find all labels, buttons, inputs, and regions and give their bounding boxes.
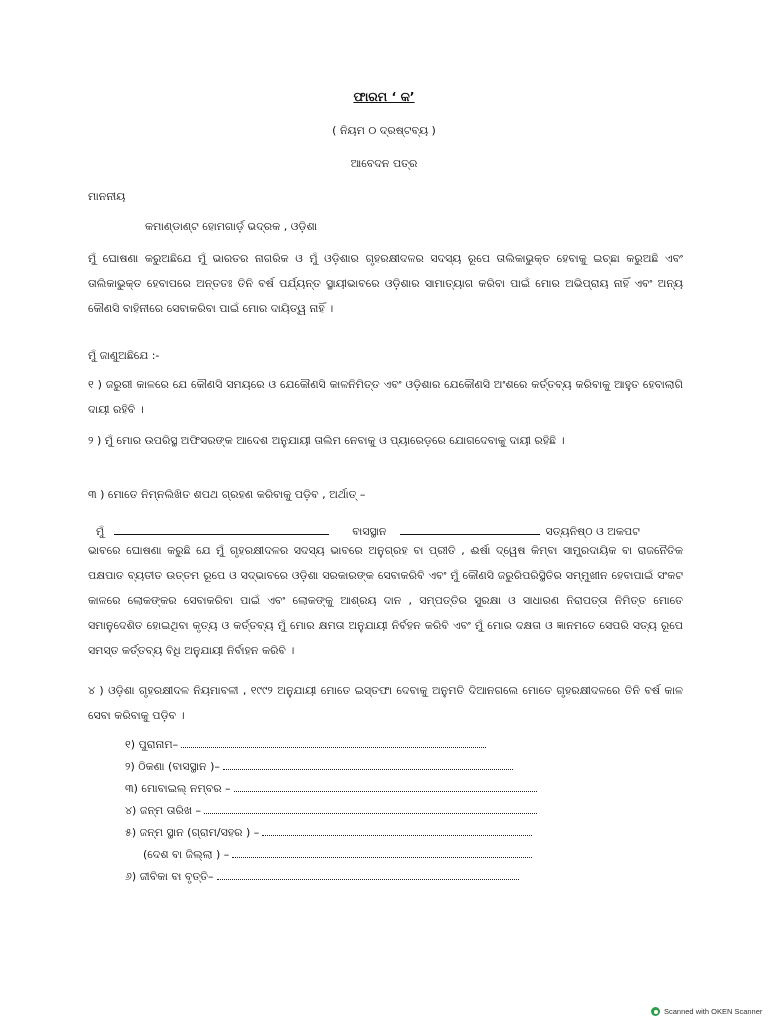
address-input[interactable] [223, 758, 513, 770]
rule-reference: ( ନିୟମ ୦ ଦ୍ରଷ୍ଟବ୍ୟ ) [332, 124, 436, 137]
point-2: ୨ ) ମୁଁ ମୋର ଉପରିସ୍ଥ ଅଫିସରଙ୍କ ଆଦେଶ ଅନୁଯାୟୀ ତାଲିମ ନେବାକୁ ଓ ପ୍ୟାରେଡ଼ରେ ଯୋଗଦେବାକୁ ଦାୟୀ ରହିଛି । [88, 434, 565, 447]
scanner-watermark [651, 1007, 762, 1016]
point-4: ୪ ) ଓଡ଼ିଶା ଗୃହରକ୍ଷୀଦଳ ନିୟମାବଳୀ , ୧୯୯୨ ଅନୁଯାୟୀ ମୋତେ ଇସ୍ତଫା ଦେବାକୁ ଅନୁମତି ଦିଆନଗଲେ ମୋତେ ଗୃହରକ୍ଷୀଦଳରେ ତିନି ବର୍ଷ କାଳ ସେବା କରିବାକୁ ପଡ଼ିବ । [88, 684, 683, 722]
field-label: ୫) ଜନ୍ମ ସ୍ଥାନ (ଗ୍ରାମ/ସହର ) – [125, 826, 260, 839]
scanner-logo-icon [651, 1007, 660, 1016]
point-3: ୩ ) ମୋତେ ନିମ୍ନଲିଖିତ ଶପଥ ଗ୍ରହଣ କରିବାକୁ ପଡ଼ିବ , ଅର୍ଥାତ୍ – [88, 488, 366, 501]
field-full-name [125, 736, 486, 752]
full-name-input[interactable] [181, 736, 486, 748]
field-label: ୩) ମୋବାଇଲ୍ ନମ୍ବର – [125, 782, 231, 795]
oath-sincere: ସତ୍ୟନିଷ୍ଠ ଓ ଅକପଟ [545, 525, 640, 538]
application-heading: ଆବେଦନ ପତ୍ର [350, 157, 418, 170]
field-mobile [125, 780, 537, 796]
field-label: ୪) ଜନ୍ମ ତାରିଖ – [125, 804, 202, 817]
know-heading: ମୁଁ ଜାଣୁଅଛିଯେ :- [88, 349, 160, 362]
watermark-text: Scanned with OKEN Scanner [664, 1007, 763, 1016]
addressee: କମାଣ୍ଡାଣ୍ଟ ହୋମଗାର୍ଡ଼ ଭଦ୍ରକ , ଓଡ଼ିଶା [145, 220, 318, 233]
district-input[interactable] [232, 846, 532, 858]
point-1: ୧ ) ଜରୁରୀ କାଳରେ ଯେ କୌଣସି ସମୟରେ ଓ ଯେକୌଣସି କାଳନିମିତ୍ତ ଏବଂ ଓଡ଼ିଶାର ଯେକୌଣସି ଅଂଶରେ କର୍ତ୍ତବ୍ୟ କରିବାକୁ ଆହୁତ ହେବାଲାଗି ଦାୟୀ ରହିବି । [88, 378, 683, 416]
field-label: ୧) ପୁରାନାମ– [125, 738, 179, 751]
field-occupation [125, 868, 519, 884]
declaration-paragraph: ମୁଁ ଘୋଷଣା କରୁଅଛିଯେ ମୁଁ ଭାରତର ନାଗରିକ ଓ ମୁଁ ଓଡ଼ିଶାର ଗୃହରକ୍ଷୀଦଳର ସଦସ୍ୟ ରୂପେ ତାଲିକାଭୁକ୍ତ ହେବାକୁ ଇଚ୍ଛା କରୁଅଛି ଏବଂ ତାଲିକାଭୁକ୍ତ ହେବାପରେ ଅନ୍ତତଃ ତିନି ବର୍ଷ ପର୍ଯ୍ୟନ୍ତ ସ୍ଥାୟୀଭାବରେ ଓଡ଼ିଶାର ସାମାତ୍ୟାଗ କରିବା ପାଇଁ ମୋର ଅଭିପ୍ରାୟ ନାହିଁ ଏବଂ ଅନ୍ୟ କୌଣସି ବାହିନୀରେ ସେବାକରିବା ପାଇଁ ମୋର ଦାୟିତ୍ୱ ନାହିଁ । [88, 252, 683, 315]
oath-first-line [96, 523, 640, 539]
field-birthplace [125, 824, 532, 840]
oath-body: ଭାବରେ ଘୋଷଣା କରୁଛି ଯେ ମୁଁ ଗୃହରକ୍ଷୀଦଳର ସଦସ୍ୟ ଭାବରେ ଅନୁଗ୍ରହ ବା ପ୍ରୀତି , ଈର୍ଷା ଦ୍ୱେଷ କିମ୍ବା ସାମ୍ପ୍ରଦାୟିକ ବା ରାଜନୈତିକ ପକ୍ଷପାତ ବ୍ୟତୀତ ଉତ୍ତମ ରୂପେ ଓ ସଦ୍ଭାବରେ ଓଡ଼ିଶା ସରକାରଙ୍କ ସେବାକରିବି ଏବଂ ମୁଁ କୌଣସି ଜରୁରିପରିସ୍ଥିତିର ସମ୍ମୁଖୀନ ହେବାପାଇଁ ସଂକଟ କାଳରେ ଲୋକଙ୍କର ସେବାକରିବା ପାଇଁ ଏବଂ ଲୋକଙ୍କୁ ଆଶ୍ରୟ ଦାନ , ସମ୍ପତ୍ତିର ସୁରକ୍ଷା ଓ ସାଧାରଣ ନିରାପତ୍ତା ନିମିତ୍ତ ମୋତେ ସମାନୁଦେଶିତ ହୋଇଥିବା କୃତ୍ୟ ଓ କର୍ତ୍ତବ୍ୟ ମୁଁ ମୋର କ୍ଷମତା ଅନୁଯାୟୀ ନିର୍ବହନ କରିବି ଏବଂ ମୁଁ ମୋର ଦକ୍ଷତା ଓ ଜ୍ଞାନମତେ ସେପରି ସତ୍ୟ ରୂପେ ସମସ୍ତ କର୍ତ୍ତବ୍ୟ ବିଧି ଅନୁଯାୟୀ ନିର୍ବାହନ କରିବି । [88, 544, 683, 657]
field-dob [125, 802, 537, 818]
field-address [125, 758, 513, 774]
birthplace-input[interactable] [262, 824, 532, 836]
dob-input[interactable] [204, 802, 537, 814]
oath-residence-label: ବାସସ୍ଥାନ [352, 525, 387, 538]
field-label: (ଦେଶ ବା ଜିଲ୍ଲା ) – [143, 848, 230, 861]
mobile-input[interactable] [234, 780, 537, 792]
salutation: ମାନନୀୟ [88, 190, 126, 203]
oath-pronoun: ମୁଁ [96, 525, 105, 538]
name-blank[interactable] [114, 523, 329, 535]
residence-blank[interactable] [400, 523, 540, 535]
occupation-input[interactable] [217, 868, 519, 880]
field-district [143, 846, 532, 862]
field-label: ୬) ଜୀବିକା ବା ବୃତ୍ତି– [125, 870, 214, 883]
field-label: ୨) ଠିକଣା (ବାସସ୍ଥାନ )– [125, 760, 220, 773]
form-title: ଫାରମ ‘ କ’ [353, 89, 415, 104]
